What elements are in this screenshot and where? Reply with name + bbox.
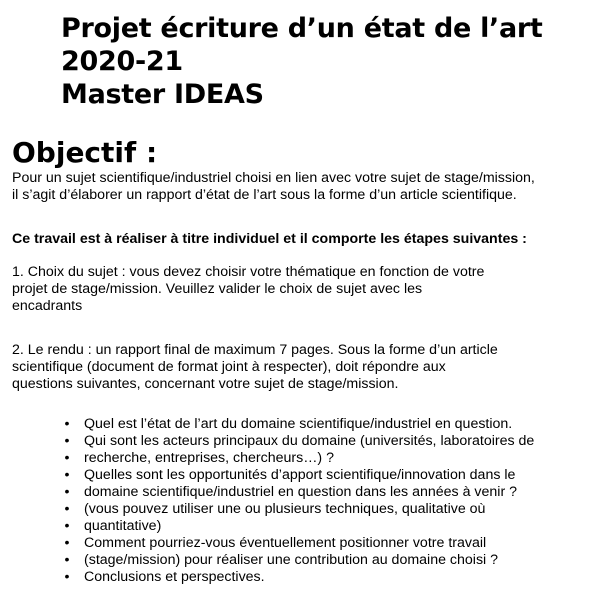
step-2-paragraph [12, 342, 498, 393]
list-item [62, 484, 534, 501]
step-2-line: scientifique (document de format joint à respecter), doit répondre aux [12, 359, 446, 375]
bold-statement: Ce travail est à réaliser à titre individuel et il comporte les étapes suivantes : [12, 231, 527, 247]
step-1-line: 1. Choix du sujet : vous devez choisir votre thématique en fonction de votre [12, 264, 485, 280]
bullet-icon: • [64, 484, 70, 500]
step-1-line: projet de stage/mission. Veuillez valider le choix de sujet avec les [12, 281, 423, 297]
title-line-program: Master IDEAS [61, 79, 264, 110]
list-item-text: Quel est l’état de l’art du domaine scientifique/industriel en question. [84, 416, 513, 432]
questions-list [62, 416, 534, 586]
list-item-text: Quelles sont les opportunités d’apport scientifique/innovation dans le [84, 467, 516, 483]
bullet-icon: • [64, 433, 70, 449]
list-item-text: quantitative) [84, 518, 162, 534]
bullet-icon: • [64, 552, 70, 568]
intro-line: Pour un sujet scientifique/industriel choisi en lien avec votre sujet de stage/mission, [12, 170, 535, 186]
list-item-text: Comment pourriez-vous éventuellement positionner votre travail [84, 535, 487, 551]
bullet-icon: • [64, 416, 70, 432]
bullet-icon: • [64, 501, 70, 517]
list-item [62, 569, 534, 586]
list-item-text: recherche, entreprises, chercheurs…) ? [84, 450, 334, 466]
list-item-text: Qui sont les acteurs principaux du domaine (universités, laboratoires de [84, 433, 535, 449]
intro-line: il s’agit d’élaborer un rapport d’état de l’art sous la forme d’un article scientifique. [12, 187, 517, 203]
list-item [62, 552, 534, 569]
list-item-text: (vous pouvez utiliser une ou plusieurs techniques, qualitative où [84, 501, 486, 517]
list-item [62, 416, 534, 433]
title-line-project: Projet écriture d’un état de l’art [61, 13, 543, 44]
list-item [62, 518, 534, 535]
title-line-year: 2020-21 [61, 46, 183, 77]
intro-paragraph [12, 170, 535, 204]
list-item [62, 450, 534, 467]
list-item-text: domaine scientifique/industriel en question dans les années à venir ? [84, 484, 517, 500]
bullet-icon: • [64, 450, 70, 466]
step-2-line: 2. Le rendu : un rapport final de maximum 7 pages. Sous la forme d’un article [12, 342, 498, 358]
list-item [62, 433, 534, 450]
list-item-text: Conclusions et perspectives. [84, 569, 265, 585]
list-item-text: (stage/mission) pour réaliser une contribution au domaine choisi ? [84, 552, 499, 568]
list-item [62, 535, 534, 552]
document-title [61, 12, 601, 111]
list-item [62, 501, 534, 518]
step-2-line: questions suivantes, concernant votre sujet de stage/mission. [12, 376, 399, 392]
bullet-icon: • [64, 518, 70, 534]
bullet-icon: • [64, 535, 70, 551]
objectif-heading: Objectif : [12, 136, 158, 169]
list-item [62, 467, 534, 484]
bullet-icon: • [64, 569, 70, 585]
step-1-line: encadrants [12, 298, 83, 314]
bullet-icon: • [64, 467, 70, 483]
step-1-paragraph [12, 264, 484, 315]
